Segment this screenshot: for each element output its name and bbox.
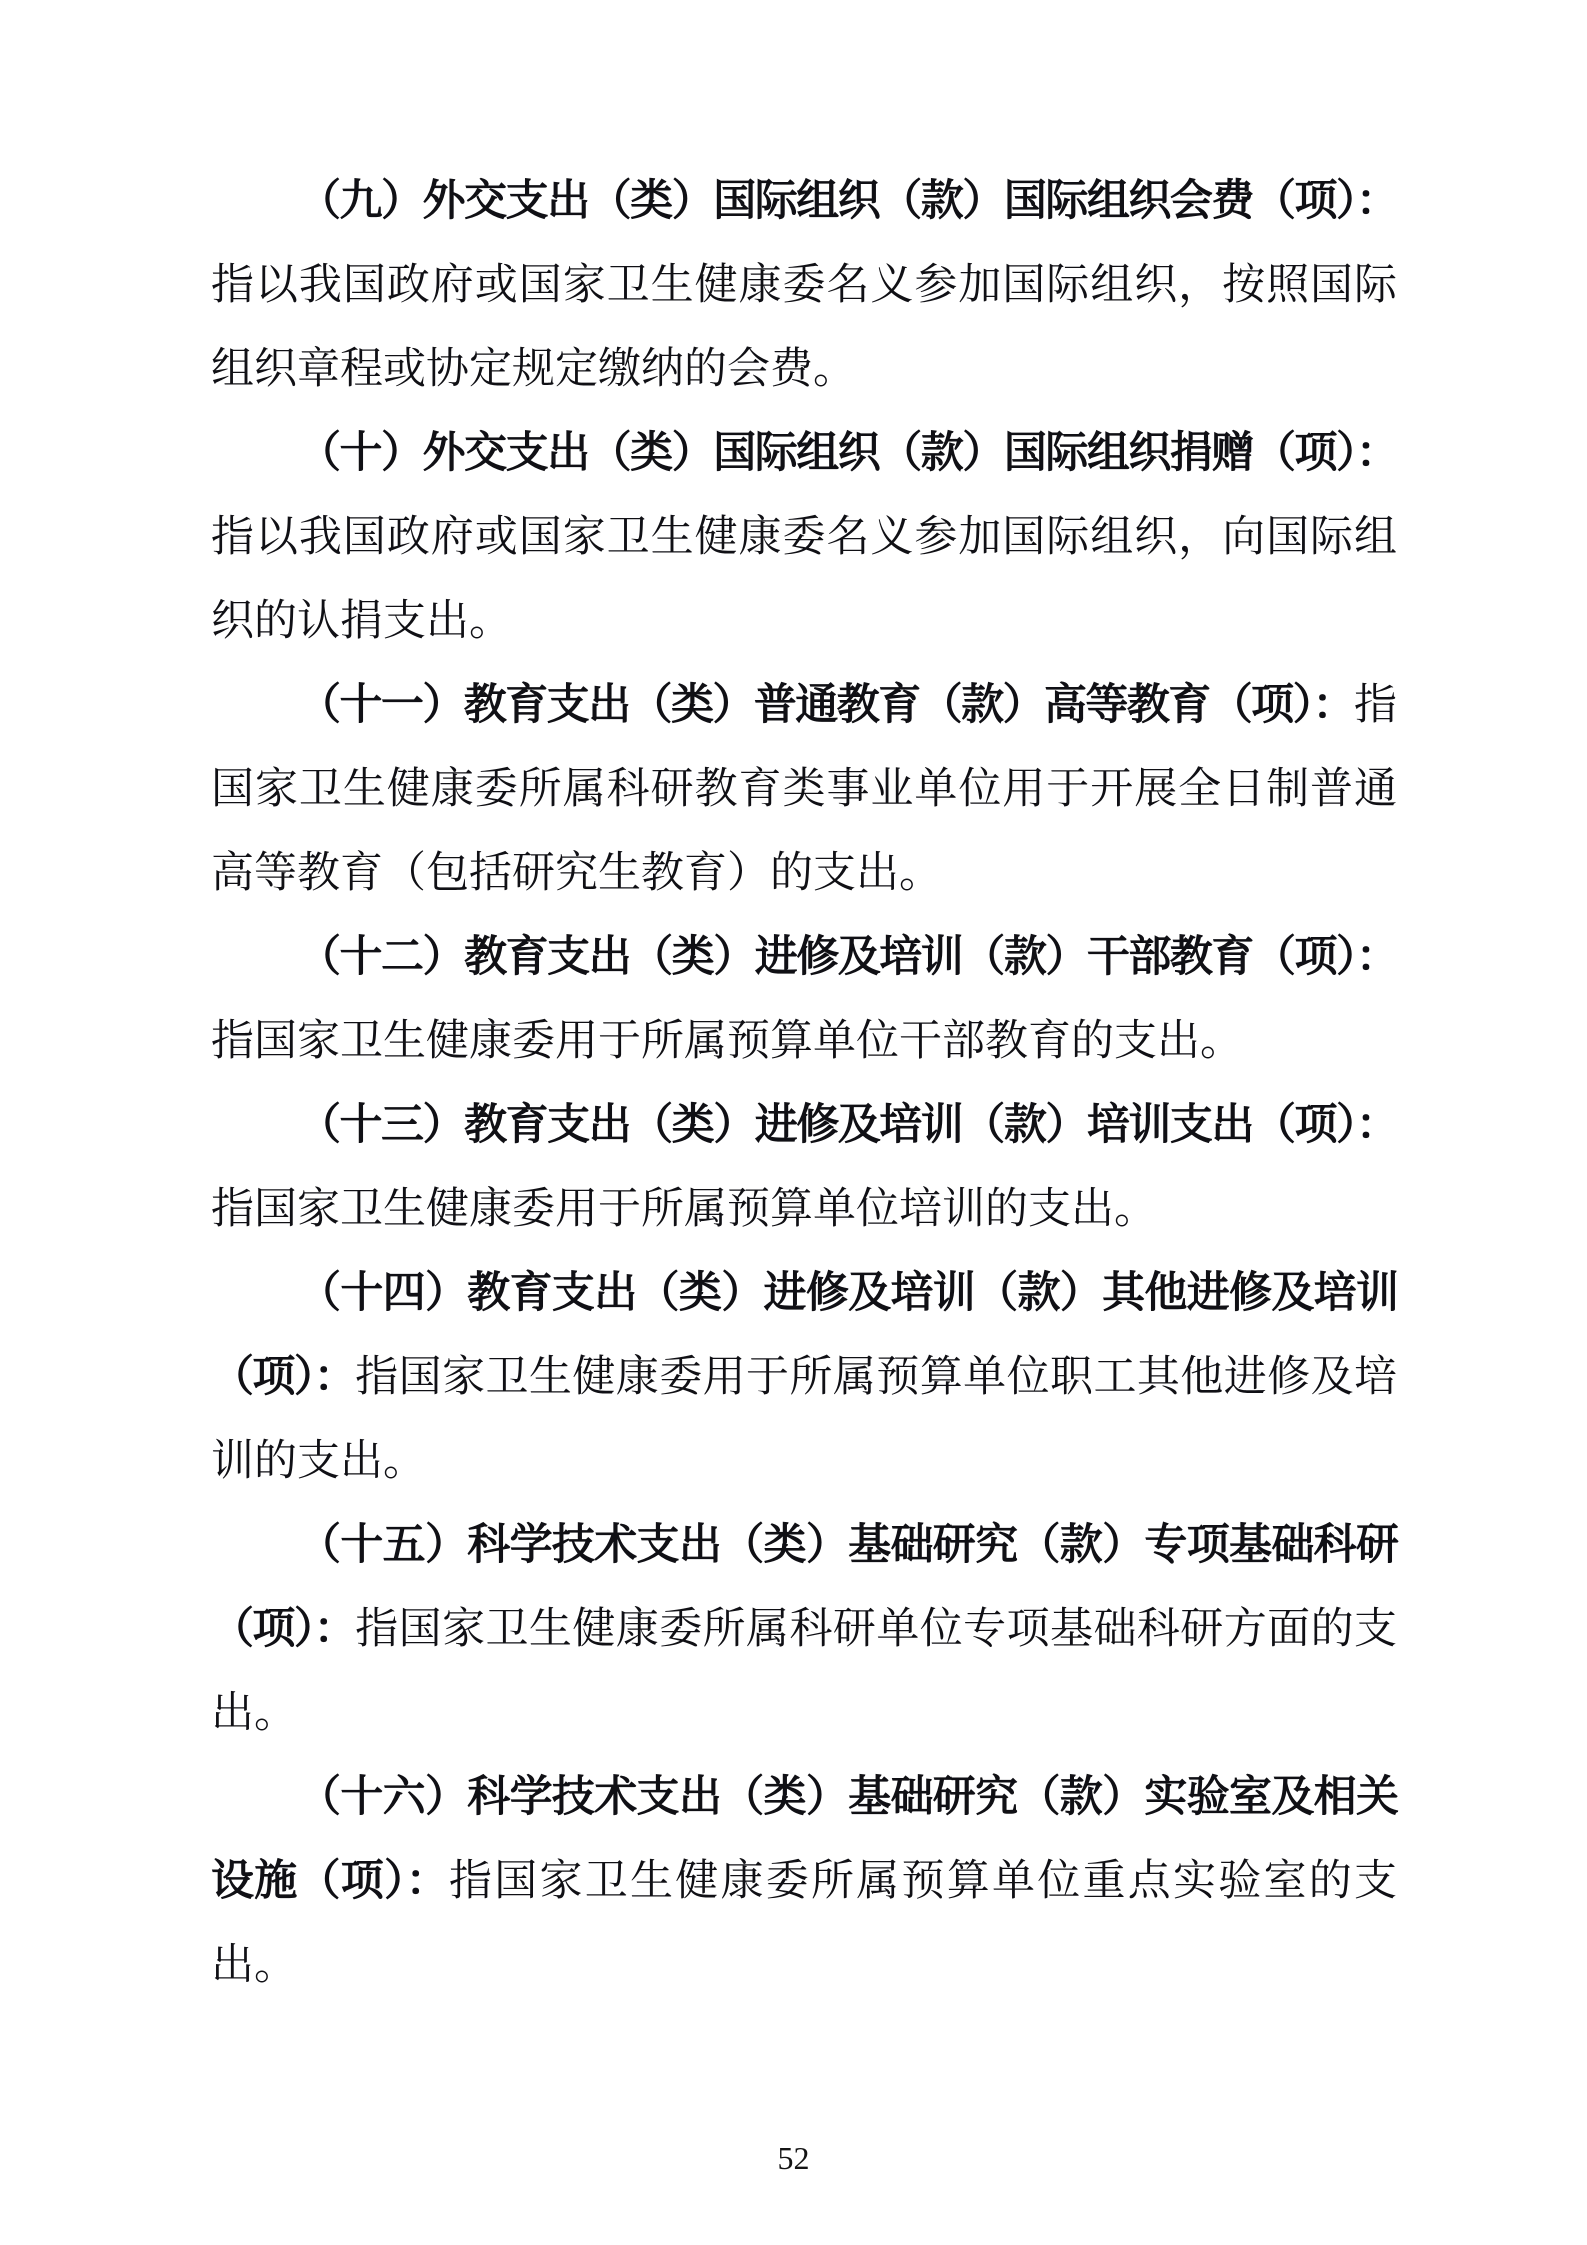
paragraph-heading: （十二）教育支出（类）进修及培训（款）干部教育（项）： xyxy=(298,934,1397,981)
paragraph-body: 指以我国政府或国家卫生健康委名义参加国际组织，向国际组织的认捐支出。 xyxy=(211,514,1397,645)
paragraph-body: 指国家卫生健康委用于所属预算单位职工其他进修及培训的支出。 xyxy=(211,1354,1398,1485)
text-block xyxy=(211,160,1397,2008)
paragraph-body: 指国家卫生健康委所属科研教育类事业单位用于开展全日制普通高等教育（包括研究生教育）的支出。 xyxy=(211,682,1397,897)
paragraph-item-16 xyxy=(211,1756,1397,2008)
paragraph-heading: （十）外交支出（类）国际组织（款）国际组织捐赠（项）： xyxy=(298,430,1397,477)
paragraph-item-12 xyxy=(211,916,1397,1084)
paragraph-item-14 xyxy=(211,1252,1397,1504)
paragraph-item-15 xyxy=(211,1504,1397,1756)
paragraph-body: 指国家卫生健康委用于所属预算单位干部教育的支出。 xyxy=(211,1018,1243,1065)
paragraph-heading: （九）外交支出（类）国际组织（款）国际组织会费（项）： xyxy=(298,178,1397,225)
paragraph-body: 指国家卫生健康委所属预算单位重点实验室的支出。 xyxy=(211,1858,1397,1989)
paragraph-body: 指国家卫生健康委所属科研单位专项基础科研方面的支出。 xyxy=(211,1606,1398,1737)
paragraph-body: 指国家卫生健康委用于所属预算单位培训的支出。 xyxy=(211,1186,1157,1233)
paragraph-item-10 xyxy=(211,412,1397,664)
paragraph-heading: （十五）科学技术支出（类）基础研究（款）专项基础科研（项）： xyxy=(211,1522,1397,1653)
paragraph-heading: （十三）教育支出（类）进修及培训（款）培训支出（项）： xyxy=(298,1102,1397,1149)
page-number: 52 xyxy=(777,2140,810,2176)
paragraph-heading: （十一）教育支出（类）普通教育（款）高等教育（项）： xyxy=(298,682,1354,729)
paragraph-item-13 xyxy=(211,1084,1397,1252)
paragraph-heading: （十四）教育支出（类）进修及培训（款）其他进修及培训（项）： xyxy=(211,1270,1397,1401)
paragraph-item-9 xyxy=(211,160,1397,412)
paragraph-heading: （十六）科学技术支出（类）基础研究（款）实验室及相关设施（项）： xyxy=(211,1774,1397,1905)
paragraph-body: 指以我国政府或国家卫生健康委名义参加国际组织，按照国际组织章程或协定规定缴纳的会费。 xyxy=(211,262,1397,393)
paragraph-item-11 xyxy=(211,664,1397,916)
